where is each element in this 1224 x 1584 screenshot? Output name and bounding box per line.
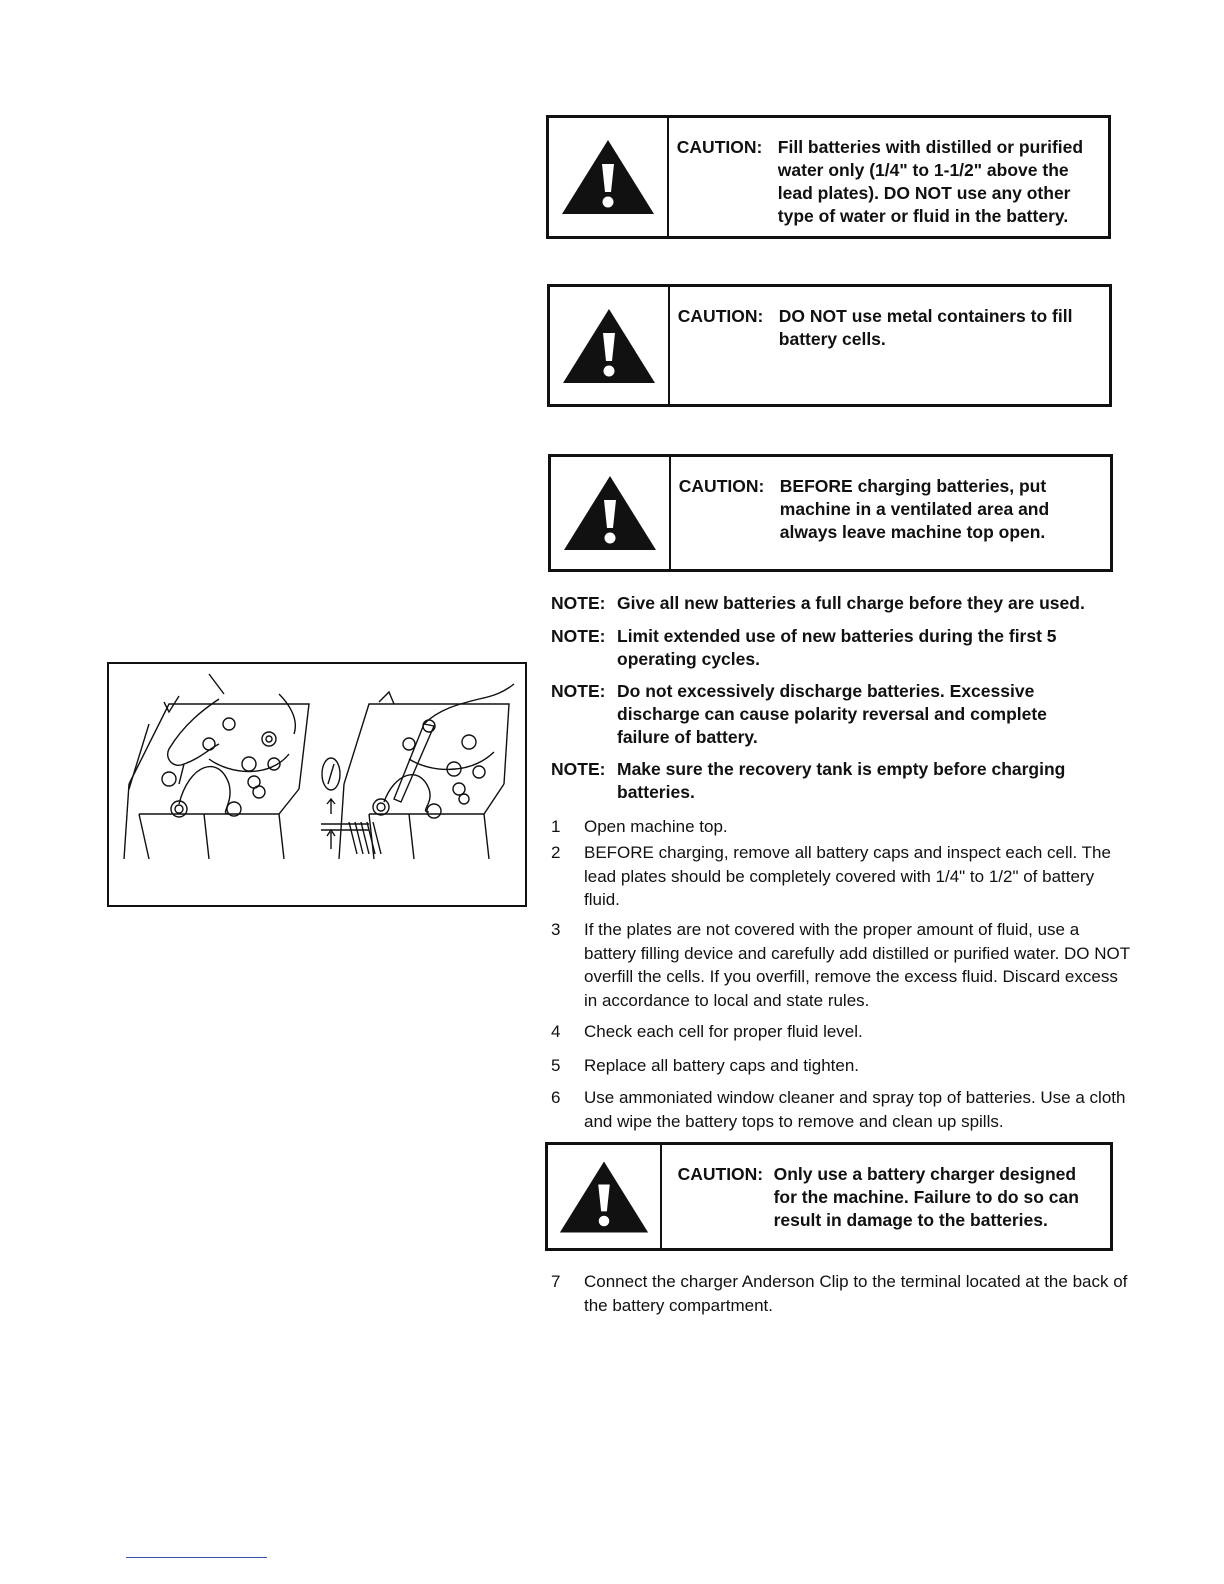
note-text: Limit extended use of new batteries during the first 5 operating cycles. xyxy=(617,626,1057,669)
caution-text-cell xyxy=(669,118,1108,236)
note-label: NOTE: xyxy=(551,626,606,646)
step-number: 1 xyxy=(551,817,561,836)
note-text: Do not excessively discharge batteries. Excessive discharge can cause polarity reversal and complete failure of battery. xyxy=(617,681,1047,747)
footer-rule xyxy=(126,1557,267,1558)
step-item xyxy=(551,1086,1131,1133)
step-text: Replace all battery caps and tighten. xyxy=(584,1056,860,1075)
caution-box-ventilated-area xyxy=(548,454,1113,572)
step-number: 7 xyxy=(551,1272,561,1291)
caution-label: CAUTION: xyxy=(676,137,763,157)
note-text: Give all new batteries a full charge before they are used. xyxy=(617,593,1085,613)
note-limit-use xyxy=(551,625,1131,671)
warning-triangle-icon xyxy=(560,305,658,387)
caution-text-cell xyxy=(662,1145,1110,1248)
step-text: Check each cell for proper fluid level. xyxy=(584,1022,863,1041)
caution-box-metal-containers xyxy=(547,284,1112,407)
caution-message: BEFORE charging batteries, put machine in a ventilated area and always leave machine top open. xyxy=(779,476,1050,542)
warning-cell xyxy=(551,457,671,569)
caution-message: Fill batteries with distilled or purified water only (1/4" to 1-1/2" above the lead plates). DO NOT use any other type of water or fluid in the battery. xyxy=(777,137,1084,226)
caution-label: CAUTION: xyxy=(678,476,765,496)
step-text: Connect the charger Anderson Clip to the terminal located at the back of the battery compartment. xyxy=(584,1272,1128,1315)
step-item xyxy=(551,1054,1131,1078)
step-number: 4 xyxy=(551,1022,561,1041)
note-recovery-tank xyxy=(551,758,1131,804)
step-item xyxy=(551,815,1131,839)
note-label: NOTE: xyxy=(551,593,606,613)
battery-figure xyxy=(107,662,527,907)
note-label: NOTE: xyxy=(551,759,606,779)
step-item xyxy=(551,841,1131,912)
note-full-charge xyxy=(551,592,1131,615)
battery-filling-illustration xyxy=(109,664,525,905)
step-item xyxy=(551,918,1131,1012)
caution-box-charger xyxy=(545,1142,1113,1251)
caution-label: CAUTION: xyxy=(677,306,764,326)
step-number: 3 xyxy=(551,920,561,939)
step-text: BEFORE charging, remove all battery caps and inspect each cell. The lead plates should be completely covered with 1/4" to 1/2" of battery fluid. xyxy=(584,843,1111,909)
caution-box-fill-water xyxy=(546,115,1111,239)
warning-triangle-icon xyxy=(557,1157,651,1237)
warning-triangle-icon xyxy=(559,136,657,218)
warning-cell xyxy=(548,1145,662,1248)
caution-text-cell xyxy=(670,287,1109,404)
step-text: Use ammoniated window cleaner and spray top of batteries. Use a cloth and wipe the battery tops to remove and clean up spills. xyxy=(584,1088,1126,1131)
note-discharge xyxy=(551,680,1131,749)
warning-cell xyxy=(550,287,670,404)
step-number: 6 xyxy=(551,1088,561,1107)
step-number: 5 xyxy=(551,1056,561,1075)
step-text: Open machine top. xyxy=(584,817,728,836)
caution-message: Only use a battery charger designed for the machine. Failure to do so can result in damage to the batteries. xyxy=(773,1164,1079,1230)
caution-text-cell xyxy=(671,457,1110,569)
step-text: If the plates are not covered with the proper amount of fluid, use a battery filling device and carefully add distilled or purified water. DO NOT overfill the cells. If you overfill, remove the excess fluid. Discard excess in accordance to local and state rules. xyxy=(584,920,1130,1010)
warning-triangle-icon xyxy=(561,472,659,554)
step-number: 2 xyxy=(551,843,561,862)
caution-message: DO NOT use metal containers to fill battery cells. xyxy=(778,306,1073,349)
step-item xyxy=(551,1270,1131,1317)
caution-label: CAUTION: xyxy=(677,1164,764,1184)
note-label: NOTE: xyxy=(551,681,606,701)
warning-cell xyxy=(549,118,669,236)
step-item xyxy=(551,1020,1131,1044)
note-text: Make sure the recovery tank is empty before charging batteries. xyxy=(617,759,1066,802)
